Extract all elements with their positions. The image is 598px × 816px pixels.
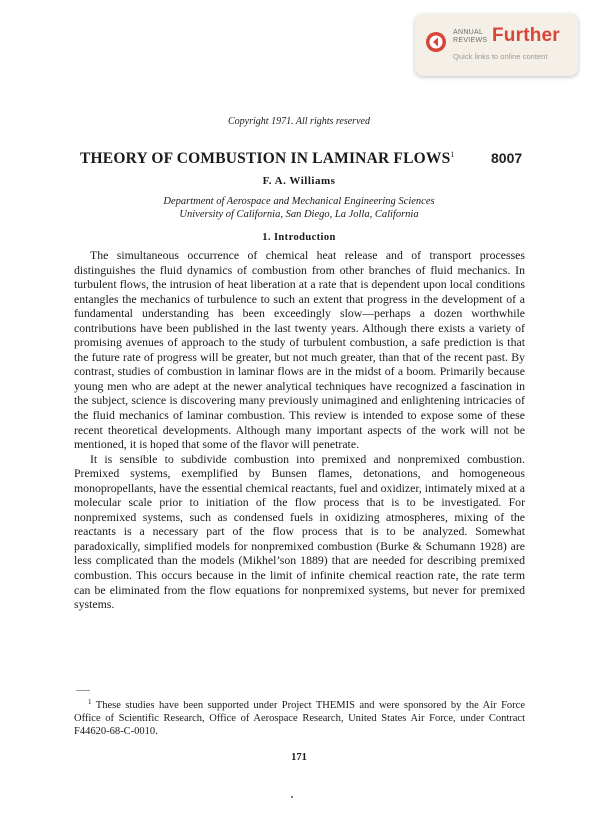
copyright-notice: Copyright 1971. All rights reserved (228, 116, 370, 127)
scan-speck (291, 796, 293, 798)
footnote-mark: 1 (88, 698, 92, 706)
further-word: Further (492, 25, 560, 46)
further-subtitle: Quick links to online content (453, 52, 548, 61)
article-body (74, 248, 525, 612)
section-heading: 1. Introduction (262, 232, 336, 243)
annual-reviews-wordmark (453, 29, 487, 45)
author-name: F. A. Williams (262, 175, 336, 187)
page-number: 171 (291, 752, 307, 763)
body-paragraph: The simultaneous occurrence of chemical heat release and of transport processes distinguishes the fluid dynamics of combustion from other branches of fluid mechanics. In turbulent flows, the intrusion of heat liberation at a rate that is dependent upon local conditions entangles the mechanics of turbulence to such an extent that progress in the development of a fundamental understanding has been exceedingly slow—perhaps a dozen worthwhile contributions have been published in the last twenty years. Although there exists a variety of promising avenues of approach to the study of turbulent combustion, a safe prediction is that the future rate of progress will be greater, but not much greater, than that of the recent past. By contrast, studies of combustion in laminar flows are in the midst of a boom. Primarily because young men who are adept at the newer analytical techniques have recognized a fascination in the subject, science is discovering many previously unimagined and enlightening intricacies of the fluid mechanics of laminar combustion. This review is intended to expose some of these recent theoretical developments. Although many important aspects of the work will not be mentioned, it is hoped that some of the flavor will penetrate. (74, 248, 525, 452)
author-university: University of California, San Diego, La Jolla, California (179, 209, 419, 220)
title-footnote-mark[interactable]: 1 (450, 150, 455, 159)
article-title-text: THEORY OF COMBUSTION IN LAMINAR FLOWS (80, 150, 451, 167)
author-department: Department of Aerospace and Mechanical Engineering Sciences (163, 196, 435, 207)
annual-reviews-logo-icon (425, 31, 447, 53)
further-links-badge[interactable] (415, 14, 578, 76)
manuscript-number: 8007 (491, 150, 523, 166)
footnote-text: These studies have been supported under Project THEMIS and were sponsored by the Air Force Office of Scientific Research, Office of Aerospace Research, United States Air Force, under Contract F44620-68-C-0010. (74, 700, 525, 738)
reviews-word: REVIEWS (453, 37, 488, 44)
article-title (80, 150, 455, 168)
body-paragraph: It is sensible to subdivide combustion into premixed and nonpremixed combustion. Premixed systems, exemplified by Bunsen flames, detonations, and homogeneous monopropellants, have the essential chemical reactants, fuel and oxidizer, intimately mixed at a molecular scale prior to initiation of the flow process that is to be investigated. For nonpremixed systems, such as condensed fuels in oxidizing atmospheres, mixing of the reactants is a necessary part of the flow process that is to be analyzed. Somewhat paradoxically, simplified models for nonpremixed combustion (Burke & Schumann 1928) are less complicated than the models (Mikhel’son 1889) that are needed for describing premixed combustion. This occurs because in the limit of infinite chemical reaction rate, the rate term can be eliminated from the flow equations for nonpremixed systems, but never for premixed systems. (74, 451, 525, 612)
footnote-divider (76, 690, 90, 691)
annual-word: ANNUAL (453, 29, 484, 36)
footnote (74, 696, 525, 739)
